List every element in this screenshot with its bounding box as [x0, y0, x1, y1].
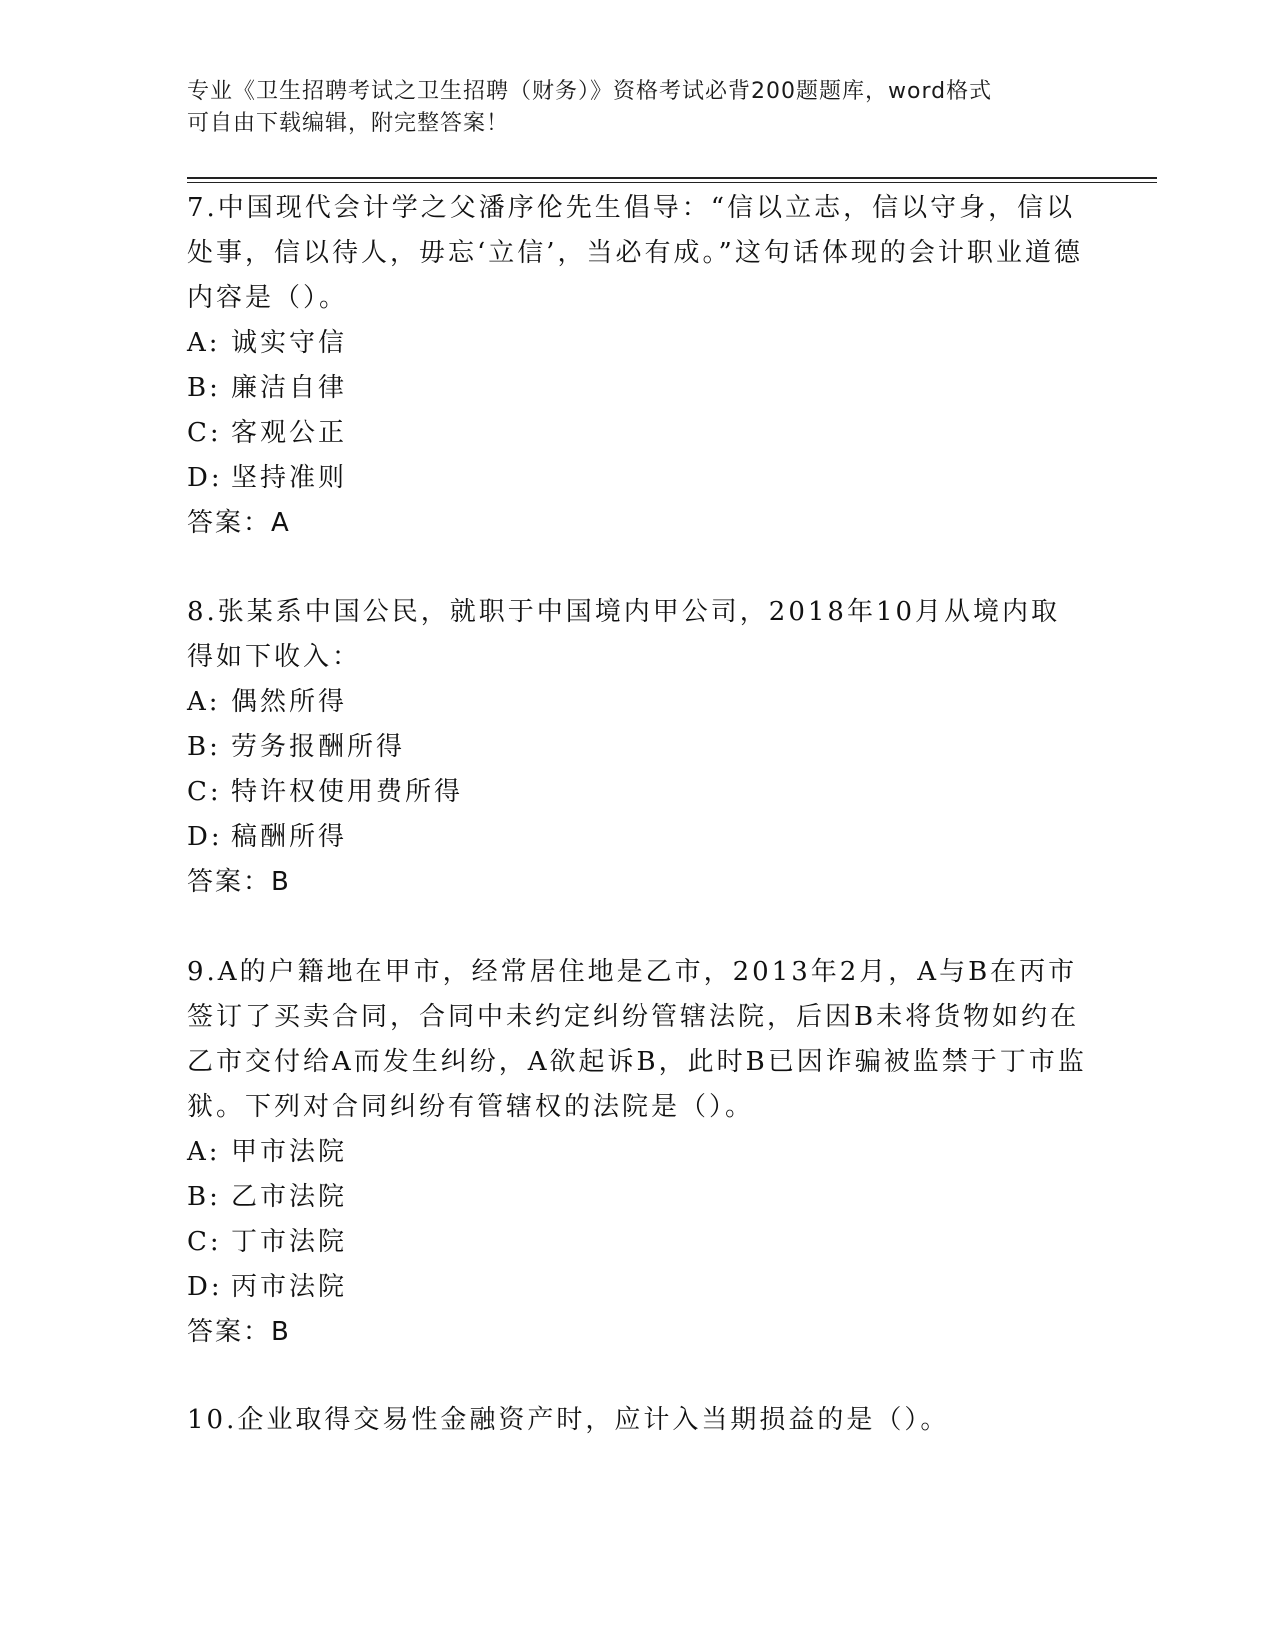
option-key: B:	[187, 732, 221, 762]
option-text: 稿酬所得	[231, 822, 348, 852]
option-text: 坚持准则	[231, 463, 348, 493]
option-text: 偶然所得	[231, 687, 348, 717]
question-stem: 10.企业取得交易性金融资产时，应计入当期损益的是（）。	[187, 1405, 950, 1435]
question-8	[187, 590, 1087, 905]
answer-label: 答案：B	[187, 867, 291, 897]
option-text: 客观公正	[231, 418, 348, 448]
option-key: D:	[187, 463, 223, 493]
option-key: B:	[187, 1182, 221, 1212]
option-key: D:	[187, 1272, 223, 1302]
option-a	[187, 321, 1087, 366]
option-text: 廉洁自律	[231, 373, 348, 403]
option-d	[187, 1265, 1087, 1310]
question-10	[187, 1398, 1087, 1443]
option-key: C:	[187, 1227, 222, 1257]
option-text: 甲市法院	[231, 1137, 348, 1167]
option-c	[187, 770, 1087, 815]
option-d	[187, 815, 1087, 860]
option-key: B:	[187, 373, 221, 403]
header-divider-thin	[187, 182, 1157, 183]
document-header	[187, 76, 1087, 140]
answer-label: 答案：B	[187, 1317, 291, 1347]
header-divider-thick	[187, 177, 1157, 179]
option-text: 诚实守信	[231, 328, 348, 358]
option-b	[187, 1175, 1087, 1220]
option-d	[187, 456, 1087, 501]
option-c	[187, 411, 1087, 456]
option-text: 丁市法院	[231, 1227, 348, 1257]
option-text: 特许权使用费所得	[231, 777, 464, 807]
question-7	[187, 186, 1087, 546]
option-key: A:	[187, 1137, 221, 1167]
header-line-2: 可自由下载编辑，附完整答案！	[187, 111, 510, 136]
option-text: 乙市法院	[231, 1182, 348, 1212]
question-stem: 8.张某系中国公民，就职于中国境内甲公司，2018年10月从境内取得如下收入：	[187, 597, 1061, 672]
option-key: A:	[187, 328, 221, 358]
option-b	[187, 725, 1087, 770]
option-text: 劳务报酬所得	[231, 732, 406, 762]
header-line-1: 专业《卫生招聘考试之卫生招聘（财务）》资格考试必背200题题库，word格式	[187, 79, 993, 104]
question-stem: 7.中国现代会计学之父潘序伦先生倡导：“信以立志，信以守身，信以处事，信以待人，毋忘‘立信’，当必有成。”这句话体现的会计职业道德内容是（）。	[187, 193, 1083, 313]
option-key: C:	[187, 418, 222, 448]
option-key: C:	[187, 777, 222, 807]
question-stem: 9.A的户籍地在甲市，经常居住地是乙市，2013年2月，A与B在丙市签订了买卖合同，合同中未约定纠纷管辖法院，后因B未将货物如约在乙市交付给A而发生纠纷，A欲起诉B，此时B已因诈骗被监禁于丁市监狱。下列对合同纠纷有管辖权的法院是（）。	[187, 957, 1087, 1122]
option-b	[187, 366, 1087, 411]
answer-label: 答案：A	[187, 508, 291, 538]
option-a	[187, 680, 1087, 725]
option-key: A:	[187, 687, 221, 717]
option-text: 丙市法院	[231, 1272, 348, 1302]
question-9	[187, 950, 1087, 1355]
option-key: D:	[187, 822, 223, 852]
option-c	[187, 1220, 1087, 1265]
option-a	[187, 1130, 1087, 1175]
